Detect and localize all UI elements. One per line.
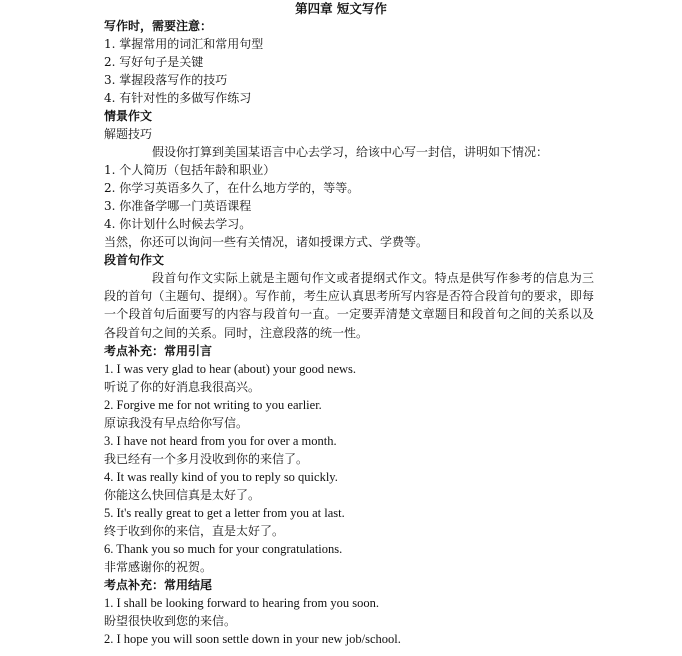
- scene-heading: 情景作文: [104, 109, 153, 123]
- paragraph-heading: 段首句作文: [104, 253, 165, 267]
- opening-en: 1. I was very glad to hear (about) your good news.: [104, 361, 357, 376]
- tips-heading: 写作时，需要注意：: [104, 19, 213, 33]
- scene-subheading: 解题技巧: [104, 127, 153, 141]
- opening-en: 6. Thank you so much for your congratulations.: [104, 541, 343, 556]
- closings-heading: 考点补充：常用结尾: [104, 577, 213, 592]
- tip-item: 1. 掌握常用的词汇和常用句型: [104, 37, 264, 51]
- opening-en: 3. I have not heard from you for over a month.: [104, 433, 337, 448]
- opening-en: 5. It's really great to get a letter from you at last.: [104, 505, 345, 520]
- opening-zh: 终于收到你的来信，直是太好了。: [104, 523, 285, 538]
- scene-item: 1. 个人简历（包括年龄和职业）: [104, 163, 276, 177]
- scene-item: 2. 你学习英语多久了，在什么地方学的，等等。: [104, 181, 360, 195]
- chapter-title: 第四章 短文写作: [295, 1, 387, 16]
- scene-outro: 当然，你还可以询问一些有关情况，诸如授课方式、学费等。: [104, 235, 429, 249]
- opening-zh: 非常感谢你的祝贺。: [104, 559, 213, 574]
- opening-en: 4. It was really kind of you to reply so quickly.: [104, 469, 338, 484]
- scene-intro: 假设你打算到美国某语言中心去学习，给该中心写一封信，讲明如下情况：: [152, 145, 549, 159]
- openings-heading: 考点补充：常用引言: [104, 343, 213, 358]
- opening-zh: 听说了你的好消息我很高兴。: [104, 379, 261, 394]
- opening-zh: 你能这么快回信真是太好了。: [104, 487, 261, 502]
- closing-en: 2. I hope you will soon settle down in your new job/school.: [104, 631, 401, 646]
- document-body: [104, 17, 594, 648]
- scene-item: 3. 你准备学哪一门英语课程: [104, 199, 252, 213]
- closing-zh: 盼望很快收到您的来信。: [104, 613, 237, 628]
- paragraph-body: 段首句作文实际上就是主题句作文或者提纲式作文。特点是供写作参考的信息为三段的首句（主题句、提纲）。写作前，考生应认真思考所写内容是否符合段首句的要求，即每一个段首句后面要写的内容与段首句一直。一定要弄清楚文章题目和段首句之间的关系以及各段首句之间的关系。同时，注意段落的统一性。: [104, 271, 594, 340]
- scene-item: 4. 你计划什么时候去学习。: [104, 217, 252, 231]
- tip-item: 3. 掌握段落写作的技巧: [104, 73, 228, 87]
- opening-en: 2. Forgive me for not writing to you earlier.: [104, 397, 322, 412]
- tip-item: 4. 有针对性的多做写作练习: [104, 91, 252, 105]
- opening-zh: 我已经有一个多月没收到你的来信了。: [104, 451, 309, 466]
- opening-zh: 原谅我没有早点给你写信。: [104, 415, 249, 430]
- tip-item: 2. 写好句子是关键: [104, 55, 204, 69]
- paragraph-text: [104, 269, 594, 342]
- closing-en: 1. I shall be looking forward to hearing from you soon.: [104, 595, 379, 610]
